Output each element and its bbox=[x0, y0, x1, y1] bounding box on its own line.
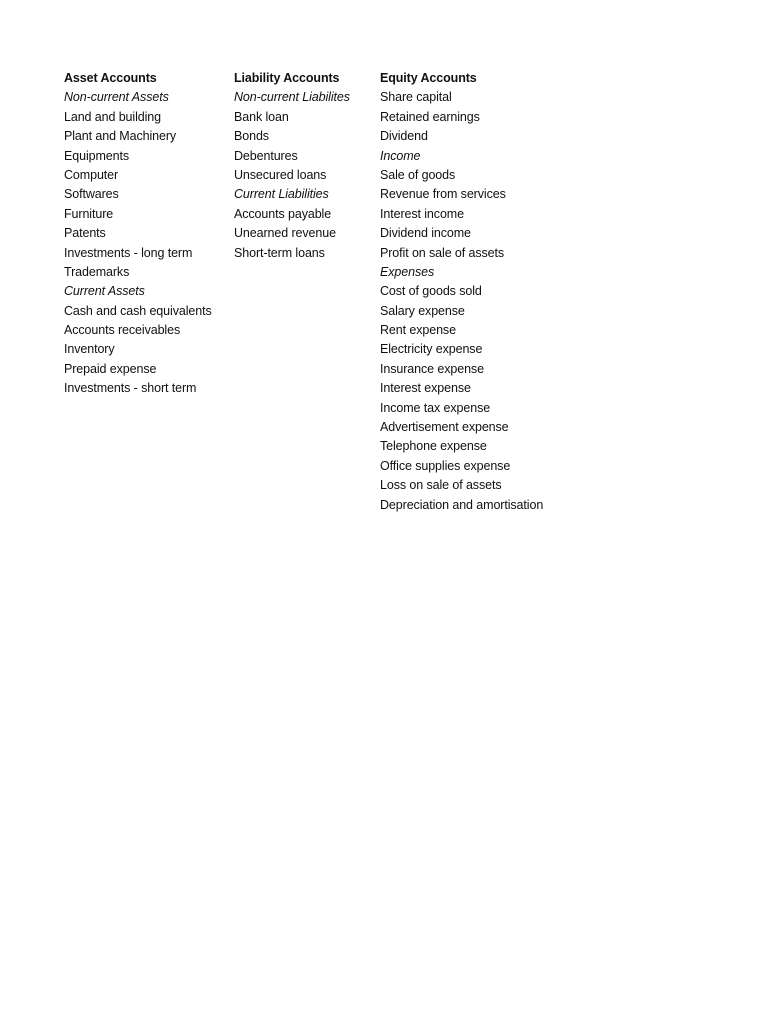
account-item: Rent expense bbox=[380, 323, 456, 338]
section-label: Non-current Liabilites bbox=[234, 90, 350, 105]
account-item: Unsecured loans bbox=[234, 167, 327, 182]
account-item: Patents bbox=[64, 226, 106, 241]
account-item: Electricity expense bbox=[380, 342, 483, 357]
account-item: Inventory bbox=[64, 342, 115, 357]
account-item: Accounts payable bbox=[234, 206, 332, 221]
account-item: Cash and cash equivalents bbox=[64, 303, 212, 318]
account-item: Dividend income bbox=[380, 226, 471, 241]
account-item: Accounts receivables bbox=[64, 323, 181, 338]
account-item: Retained earnings bbox=[380, 109, 480, 124]
account-item: Debentures bbox=[234, 148, 298, 163]
account-item: Trademarks bbox=[64, 264, 130, 279]
section-label: Non-current Assets bbox=[64, 90, 169, 105]
account-item: Revenue from services bbox=[380, 187, 506, 202]
column-header: Liability Accounts bbox=[234, 71, 340, 85]
account-item: Investments - long term bbox=[64, 245, 193, 260]
section-label: Expenses bbox=[380, 264, 435, 279]
account-item: Telephone expense bbox=[380, 439, 487, 454]
account-item: Depreciation and amortisation bbox=[380, 497, 544, 512]
section-label: Current Liabilities bbox=[234, 187, 329, 202]
column-header: Equity Accounts bbox=[380, 71, 477, 85]
account-item: Share capital bbox=[380, 90, 452, 105]
account-item: Office supplies expense bbox=[380, 458, 511, 473]
account-item: Bank loan bbox=[234, 109, 289, 124]
account-item: Sale of goods bbox=[380, 167, 456, 182]
account-item: Short-term loans bbox=[234, 245, 325, 260]
account-item: Income tax expense bbox=[380, 400, 491, 415]
account-item: Loss on sale of assets bbox=[380, 478, 502, 493]
account-item: Insurance expense bbox=[380, 361, 484, 376]
account-item: Prepaid expense bbox=[64, 361, 157, 376]
account-item: Salary expense bbox=[380, 303, 465, 318]
column-header: Asset Accounts bbox=[64, 71, 157, 85]
asset-accounts-column bbox=[64, 69, 232, 399]
section-label: Income bbox=[380, 148, 421, 163]
account-item: Interest expense bbox=[380, 381, 471, 396]
account-item: Dividend bbox=[380, 129, 428, 144]
account-item: Cost of goods sold bbox=[380, 284, 482, 299]
equity-accounts-column bbox=[380, 69, 580, 515]
account-item: Investments - short term bbox=[64, 381, 197, 396]
liability-accounts-column bbox=[234, 69, 378, 263]
account-item: Bonds bbox=[234, 129, 269, 144]
account-item: Plant and Machinery bbox=[64, 129, 177, 144]
accounts-sheet bbox=[64, 69, 724, 529]
account-item: Furniture bbox=[64, 206, 114, 221]
account-item: Softwares bbox=[64, 187, 119, 202]
account-item: Land and building bbox=[64, 109, 162, 124]
account-item: Unearned revenue bbox=[234, 226, 336, 241]
account-item: Computer bbox=[64, 167, 119, 182]
account-item: Advertisement expense bbox=[380, 420, 509, 435]
account-item: Interest income bbox=[380, 206, 464, 221]
account-item: Equipments bbox=[64, 148, 130, 163]
account-item: Profit on sale of assets bbox=[380, 245, 505, 260]
section-label: Current Assets bbox=[64, 284, 145, 299]
